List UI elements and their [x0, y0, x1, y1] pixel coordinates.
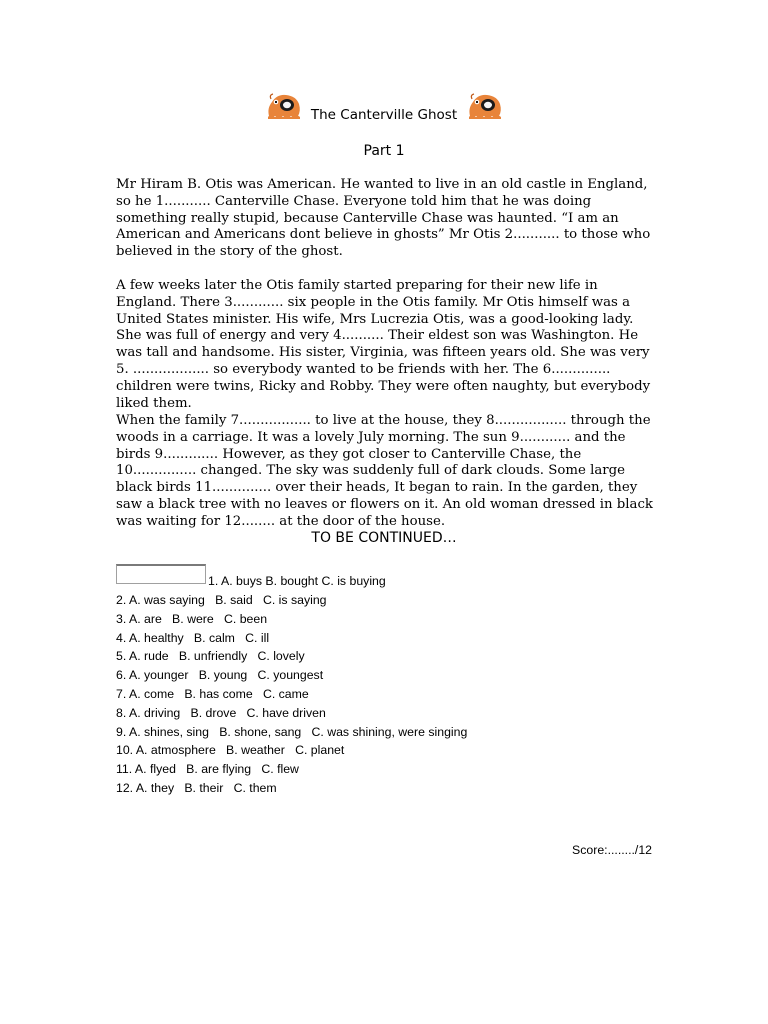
- ghost-icon: [466, 90, 504, 120]
- option-line-1: 1. A. buys B. bought C. is buying: [208, 574, 386, 588]
- option-line: 9. A. shines, sing B. shone, sang C. was shining, were singing: [116, 724, 468, 739]
- document-subtitle: Part 1: [363, 143, 405, 159]
- score-line: Score:......../12: [572, 843, 652, 857]
- option-line: 4. A. healthy B. calm C. ill: [116, 630, 270, 645]
- options-list: [116, 591, 656, 798]
- option-line: 8. A. driving B. drove C. have driven: [116, 705, 326, 720]
- option-line: 10. A. atmosphere B. weather C. planet: [116, 743, 345, 758]
- paragraph-text: A few weeks later the Otis family started preparing for their new life in England. There 3............ six people in the Otis family. Mr Otis himself was a United States minister. His wife, Mrs Lucrezia Otis, was a good-looking lady. She was full of energy and very 4.......... Their eldest son was Washington. He was tall and handsome. His sister, Virginia, was fifteen years old. She was very 5. .................. so everybody wanted to be friends with her. The 6.............. children were twins, Ricky and Robby. They were often naughty, but everybody liked them.: [116, 278, 651, 411]
- title-row: [0, 88, 768, 122]
- paragraph-text: Mr Hiram B. Otis was American. He wanted to live in an old castle in England, so he 1........... Canterville Chase. Everyone told him that he was doing something really stupid, because Canterville Chase was haunted. “I am an American and Americans dont believe in ghosts” Mr Otis 2........... to those who believed in the story of the ghost.: [116, 177, 651, 260]
- story-paragraph-2: [116, 278, 656, 412]
- answer-input-box[interactable]: [116, 564, 206, 584]
- option-line: 3. A. are B. were C. been: [116, 611, 268, 626]
- option-line: 7. A. come B. has come C. came: [116, 686, 309, 701]
- option-line: 12. A. they B. their C. them: [116, 780, 277, 795]
- story-paragraph-3: [116, 413, 656, 531]
- document-title: The Canterville Ghost: [310, 107, 458, 123]
- story-paragraph-1: [116, 177, 656, 261]
- option-line: 5. A. rude B. unfriendly C. lovely: [116, 649, 305, 664]
- to-be-continued: TO BE CONTINUED…: [311, 530, 457, 546]
- paragraph-text: When the family 7................. to live at the house, they 8................. through the woods in a carriage. It was a lovely July morning. The sun 9............ and the birds 9............. However, as they got closer to Canterville Chase, the 10............... changed. The sky was suddenly full of dark clouds. Some large black birds 11.............. over their heads, It began to rain. In the garden, they saw a black tree with no leaves or flowers on it. An old woman dressed in black was waiting for 12........ at the door of the house.: [116, 413, 653, 529]
- option-line: 6. A. younger B. young C. youngest: [116, 668, 324, 683]
- option-line: 2. A. was saying B. said C. is saying: [116, 593, 327, 607]
- option-line: 11. A. flyed B. are flying C. flew: [116, 762, 299, 777]
